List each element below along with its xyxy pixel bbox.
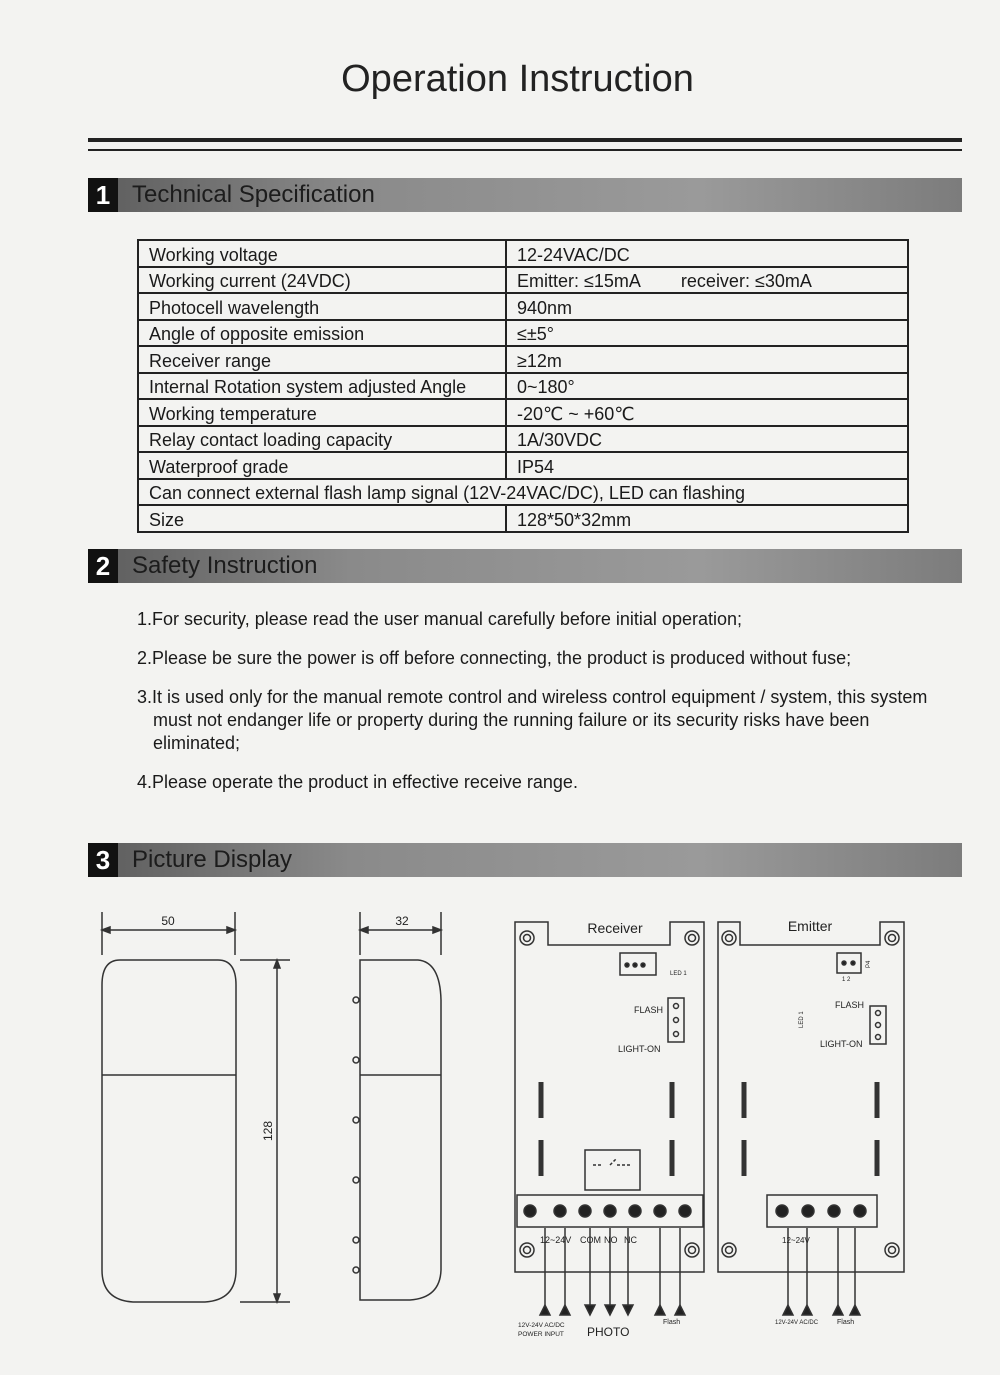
section-number: 2 — [88, 549, 118, 583]
dimension-height: 128 — [261, 1120, 275, 1142]
spec-row — [138, 399, 908, 426]
spec-full-text: Can connect external flash lamp signal (12V-24VAC/DC), LED can flashing — [138, 479, 908, 506]
spec-value-text: 0~180° — [517, 377, 575, 397]
title-rule-thin — [88, 149, 962, 151]
page-title: Operation Instruction — [341, 58, 694, 100]
receiver-title: Receiver — [587, 920, 643, 936]
emitter-p4-label: P4 — [866, 960, 872, 968]
spec-key: Receiver range — [138, 346, 506, 373]
spec-value — [506, 240, 908, 267]
spec-value-text: 1A/30VDC — [517, 430, 603, 450]
safety-item: 2.Please be sure the power is off before connecting, the product is produced without fuse; — [137, 648, 852, 668]
spec-row — [138, 267, 908, 294]
receiver-board-drawing — [515, 922, 704, 1315]
section-bar-safety — [88, 549, 962, 583]
spec-value — [506, 426, 908, 453]
spec-row — [138, 373, 908, 400]
safety-list — [137, 608, 937, 810]
spec-row — [138, 293, 908, 320]
section-title: Picture Display — [132, 846, 293, 873]
spec-value-text: IP54 — [517, 456, 555, 477]
spec-value: 128*50*32mm — [506, 505, 908, 532]
section-title: Technical Specification — [132, 181, 375, 208]
spec-value — [506, 452, 908, 479]
spec-value — [506, 346, 908, 373]
spec-value — [506, 267, 908, 294]
receiver-terminal-no: NO — [604, 1235, 618, 1245]
emitter-title: Emitter — [787, 918, 833, 934]
receiver-led-label: LED 1 — [670, 971, 687, 977]
emitter-pins-label: 1 2 — [842, 977, 851, 983]
emitter-light-on-label: LIGHT-ON — [820, 1039, 863, 1049]
emitter-power-label: 12V-24V AC/DC — [775, 1320, 819, 1326]
spec-value — [506, 320, 908, 347]
receiver-power-input-line2: POWER INPUT — [518, 1331, 564, 1338]
spec-value — [506, 373, 908, 400]
spec-row — [138, 320, 908, 347]
spec-value — [506, 293, 908, 320]
emitter-terminal-label: 12~24V — [782, 1236, 810, 1245]
spec-row — [138, 452, 908, 479]
spec-value — [506, 399, 908, 426]
section-bar-picture — [88, 843, 962, 877]
spec-value-text: 940nm — [517, 297, 573, 318]
spec-key: Size — [138, 505, 506, 532]
spec-row-full — [138, 479, 908, 506]
spec-key: Working current (24VDC) — [138, 267, 506, 294]
spec-key: Relay contact loading capacity — [138, 426, 506, 453]
receiver-flash-out-label: Flash — [663, 1319, 681, 1326]
spec-row — [138, 240, 908, 267]
picture-display-drawings — [0, 890, 1000, 1360]
spec-key: Angle of opposite emission — [138, 320, 506, 347]
section-title: Safety Instruction — [132, 552, 318, 579]
emitter-board-drawing — [718, 922, 904, 1315]
section-number: 3 — [88, 843, 118, 877]
receiver-power-input-line1: 12V-24V AC/DC — [518, 1322, 565, 1329]
spec-value-text-secondary: receiver: ≤30mA — [680, 271, 812, 291]
emitter-led-label: LED 1 — [799, 1011, 805, 1028]
safety-item: 3.It is used only for the manual remote control and wireless control equipment / system, this system must not endanger life or property during the running failure or its security risks have been eliminated; — [137, 687, 928, 753]
section-bar-technical — [88, 178, 962, 212]
spec-key: Photocell wavelength — [138, 293, 506, 320]
spec-key: Internal Rotation system adjusted Angle — [138, 373, 506, 400]
spec-value-text: ≥12m — [517, 350, 562, 371]
title-rule-thick — [88, 138, 962, 142]
side-view-drawing — [353, 912, 441, 1300]
dimension-depth: 32 — [395, 914, 409, 928]
receiver-terminal-power: 12~24V — [540, 1235, 572, 1245]
spec-value-text: ≤±5° — [517, 324, 554, 344]
spec-row — [138, 505, 908, 532]
spec-value-text: 12-24VAC/DC — [517, 244, 630, 265]
receiver-photo-label: PHOTO — [587, 1325, 630, 1339]
safety-item: 4.Please operate the product in effective receive range. — [137, 772, 578, 792]
spec-value-text: Emitter: ≤15mA — [517, 271, 641, 291]
spec-key: Waterproof grade — [138, 452, 506, 479]
spec-table — [137, 239, 909, 533]
receiver-light-on-label: LIGHT-ON — [618, 1044, 661, 1054]
spec-key: Working temperature — [138, 399, 506, 426]
front-view-drawing — [102, 912, 290, 1302]
emitter-flash-label: FLASH — [835, 1000, 865, 1010]
emitter-flash-out-label: Flash — [837, 1319, 855, 1326]
spec-key: Working voltage — [138, 240, 506, 267]
dimension-width: 50 — [161, 914, 175, 928]
safety-item: 1.For security, please read the user manual carefully before initial operation; — [137, 609, 742, 629]
receiver-flash-label: FLASH — [634, 1005, 664, 1015]
section-number: 1 — [88, 178, 118, 212]
spec-row — [138, 426, 908, 453]
spec-value-text: -20℃ ~ +60℃ — [517, 403, 635, 424]
receiver-terminal-com: COM — [580, 1235, 601, 1245]
spec-row — [138, 346, 908, 373]
receiver-terminal-nc: NC — [624, 1235, 637, 1245]
